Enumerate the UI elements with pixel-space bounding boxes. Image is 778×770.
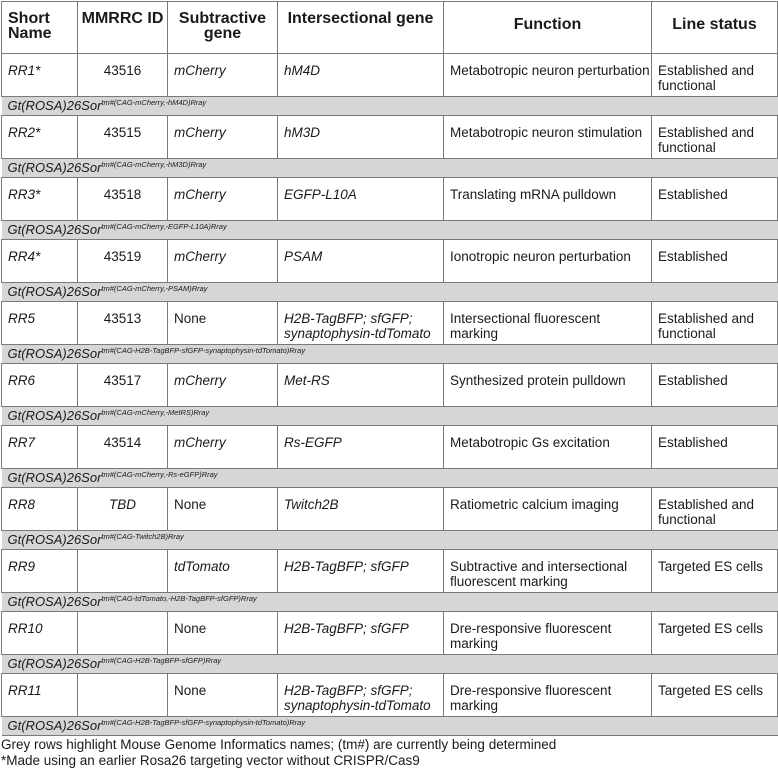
mgi-name-row	[2, 97, 778, 116]
mgi-name-cell	[2, 531, 778, 550]
cell-mmrrc-id	[78, 550, 168, 593]
mgi-name-row	[2, 283, 778, 302]
cell-subtractive-gene: mCherry	[168, 240, 278, 283]
cell-line-status: Established	[652, 364, 778, 407]
cell-mmrrc-id	[78, 612, 168, 655]
mgi-name-cell	[2, 221, 778, 240]
cell-intersectional-gene: H2B-TagBFP; sfGFP	[278, 550, 444, 593]
table-row	[2, 612, 778, 655]
header-function: Function	[444, 2, 652, 54]
mgi-name-row	[2, 345, 778, 364]
cell-subtractive-gene: mCherry	[168, 426, 278, 469]
cell-line-status: Established	[652, 240, 778, 283]
cell-line-status: Established and functional	[652, 302, 778, 345]
cell-short-name: RR5	[2, 302, 78, 345]
cell-function: Translating mRNA pulldown	[444, 178, 652, 221]
cell-line-status: Targeted ES cells	[652, 674, 778, 717]
cell-function: Ionotropic neuron perturbation	[444, 240, 652, 283]
table-header-row	[2, 2, 778, 54]
cell-line-status: Established and functional	[652, 116, 778, 159]
cell-line-status: Established	[652, 426, 778, 469]
table-row	[2, 54, 778, 97]
mgi-name-cell	[2, 283, 778, 302]
mgi-allele-base: Gt(ROSA)26Sor	[7, 656, 102, 671]
cell-mmrrc-id: 43517	[78, 364, 168, 407]
mgi-allele-base: Gt(ROSA)26Sor	[7, 160, 102, 175]
mgi-name-row	[2, 469, 778, 488]
mgi-name-cell	[2, 593, 778, 612]
mgi-name-cell	[2, 717, 778, 736]
cell-line-status: Targeted ES cells	[652, 550, 778, 593]
cell-mmrrc-id: 43513	[78, 302, 168, 345]
mgi-name-row	[2, 655, 778, 674]
cell-function: Subtractive and intersectional fluorescent marking	[444, 550, 652, 593]
mgi-allele-base: Gt(ROSA)26Sor	[7, 408, 102, 423]
cell-short-name: RR9	[2, 550, 78, 593]
cell-subtractive-gene: mCherry	[168, 364, 278, 407]
mgi-name-row	[2, 717, 778, 736]
mgi-allele-base: Gt(ROSA)26Sor	[7, 470, 102, 485]
mgi-allele-superscript: tm#(CAG-mCherry,-Rs-eGFP)Rray	[101, 470, 218, 479]
cell-mmrrc-id: TBD	[78, 488, 168, 531]
mgi-allele-base: Gt(ROSA)26Sor	[7, 346, 102, 361]
cell-intersectional-gene: EGFP-L10A	[278, 178, 444, 221]
cell-mmrrc-id: 43514	[78, 426, 168, 469]
cell-intersectional-gene: Twitch2B	[278, 488, 444, 531]
cell-short-name: RR10	[2, 612, 78, 655]
mgi-name-row	[2, 531, 778, 550]
mgi-name-cell	[2, 345, 778, 364]
mgi-allele-superscript: tm#(CAG-mCherry,-hM4D)Rray	[101, 98, 207, 107]
cell-mmrrc-id: 43516	[78, 54, 168, 97]
header-line-status: Line status	[652, 2, 778, 54]
mgi-allele-superscript: tm#(CAG-mCherry,-EGFP-L10A)Rray	[101, 222, 227, 231]
table-row	[2, 674, 778, 717]
mgi-name-row	[2, 159, 778, 178]
footnote-asterisk: *Made using an earlier Rosa26 targeting vector without CRISPR/Cas9	[1, 753, 420, 768]
mgi-allele-superscript: tm#(CAG-tdTomato,-H2B-TagBFP-sfGFP)Rray	[101, 594, 257, 603]
mgi-allele-superscript: tm#(CAG-mCherry,-hM3D)Rray	[101, 160, 207, 169]
mgi-allele-superscript: tm#(CAG-mCherry,-PSAM)Rray	[101, 284, 208, 293]
mgi-name-cell	[2, 469, 778, 488]
cell-mmrrc-id: 43515	[78, 116, 168, 159]
table-row	[2, 426, 778, 469]
cell-line-status: Established	[652, 178, 778, 221]
cell-short-name: RR1*	[2, 54, 78, 97]
cell-line-status: Established and functional	[652, 54, 778, 97]
cell-line-status: Targeted ES cells	[652, 612, 778, 655]
cell-short-name: RR2*	[2, 116, 78, 159]
mgi-name-cell	[2, 407, 778, 426]
header-short-name: Short Name	[2, 2, 78, 54]
cell-intersectional-gene: PSAM	[278, 240, 444, 283]
cell-mmrrc-id	[78, 674, 168, 717]
header-intersectional-gene: Intersectional gene	[278, 2, 444, 54]
footnote-grey-rows: Grey rows highlight Mouse Genome Informatics names; (tm#) are currently being determined	[1, 737, 557, 752]
table-row	[2, 364, 778, 407]
table-row	[2, 240, 778, 283]
cell-mmrrc-id: 43519	[78, 240, 168, 283]
mgi-name-cell	[2, 655, 778, 674]
table-row	[2, 178, 778, 221]
cell-intersectional-gene: H2B-TagBFP; sfGFP; synaptophysin-tdTomato	[278, 302, 444, 345]
mgi-allele-base: Gt(ROSA)26Sor	[7, 532, 102, 547]
cell-function: Synthesized protein pulldown	[444, 364, 652, 407]
cell-short-name: RR4*	[2, 240, 78, 283]
mgi-name-row	[2, 407, 778, 426]
mgi-allele-superscript: tm#(CAG-H2B-TagBFP-sfGFP-synaptophysin-tdTomato)Rray	[101, 718, 306, 727]
cell-intersectional-gene: hM3D	[278, 116, 444, 159]
mgi-allele-base: Gt(ROSA)26Sor	[7, 718, 102, 733]
cell-intersectional-gene: Rs-EGFP	[278, 426, 444, 469]
cell-subtractive-gene: mCherry	[168, 54, 278, 97]
table-row	[2, 488, 778, 531]
cell-intersectional-gene: H2B-TagBFP; sfGFP; synaptophysin-tdTomato	[278, 674, 444, 717]
mgi-allele-base: Gt(ROSA)26Sor	[7, 284, 102, 299]
mgi-allele-superscript: tm#(CAG-mCherry,-MetRS)Rray	[101, 408, 210, 417]
cell-intersectional-gene: Met-RS	[278, 364, 444, 407]
mgi-allele-base: Gt(ROSA)26Sor	[7, 594, 102, 609]
mgi-allele-superscript: tm#(CAG-Twitch2B)Rray	[101, 532, 184, 541]
mgi-name-cell	[2, 97, 778, 116]
mgi-name-row	[2, 221, 778, 240]
cell-function: Intersectional fluorescent marking	[444, 302, 652, 345]
cell-short-name: RR8	[2, 488, 78, 531]
cell-intersectional-gene: hM4D	[278, 54, 444, 97]
mgi-name-cell	[2, 159, 778, 178]
cell-short-name: RR3*	[2, 178, 78, 221]
cell-function: Ratiometric calcium imaging	[444, 488, 652, 531]
cell-function: Dre-responsive fluorescent marking	[444, 612, 652, 655]
table-row	[2, 116, 778, 159]
cell-short-name: RR6	[2, 364, 78, 407]
mouse-lines-table	[1, 1, 778, 736]
mgi-allele-superscript: tm#(CAG-H2B-TagBFP-sfGFP)Rray	[101, 656, 222, 665]
cell-subtractive-gene: mCherry	[168, 178, 278, 221]
mgi-name-row	[2, 593, 778, 612]
cell-function: Metabotropic neuron perturbation	[444, 54, 652, 97]
mgi-allele-base: Gt(ROSA)26Sor	[7, 222, 102, 237]
cell-short-name: RR7	[2, 426, 78, 469]
cell-subtractive-gene: None	[168, 488, 278, 531]
cell-line-status: Established and functional	[652, 488, 778, 531]
cell-subtractive-gene: None	[168, 302, 278, 345]
cell-subtractive-gene: tdTomato	[168, 550, 278, 593]
table-row	[2, 550, 778, 593]
cell-subtractive-gene: None	[168, 674, 278, 717]
cell-subtractive-gene: None	[168, 612, 278, 655]
mgi-allele-superscript: tm#(CAG-H2B-TagBFP-sfGFP-synaptophysin-tdTomato)Rray	[101, 346, 306, 355]
footnotes	[1, 737, 556, 769]
cell-function: Metabotropic Gs excitation	[444, 426, 652, 469]
header-subtractive-gene: Subtractive gene	[168, 2, 278, 54]
cell-function: Dre-responsive fluorescent marking	[444, 674, 652, 717]
table-body	[2, 54, 778, 736]
mgi-allele-base: Gt(ROSA)26Sor	[7, 98, 102, 113]
header-mmrrc-id: MMRRC ID	[78, 2, 168, 54]
cell-mmrrc-id: 43518	[78, 178, 168, 221]
cell-function: Metabotropic neuron stimulation	[444, 116, 652, 159]
cell-short-name: RR11	[2, 674, 78, 717]
table-row	[2, 302, 778, 345]
cell-subtractive-gene: mCherry	[168, 116, 278, 159]
cell-intersectional-gene: H2B-TagBFP; sfGFP	[278, 612, 444, 655]
